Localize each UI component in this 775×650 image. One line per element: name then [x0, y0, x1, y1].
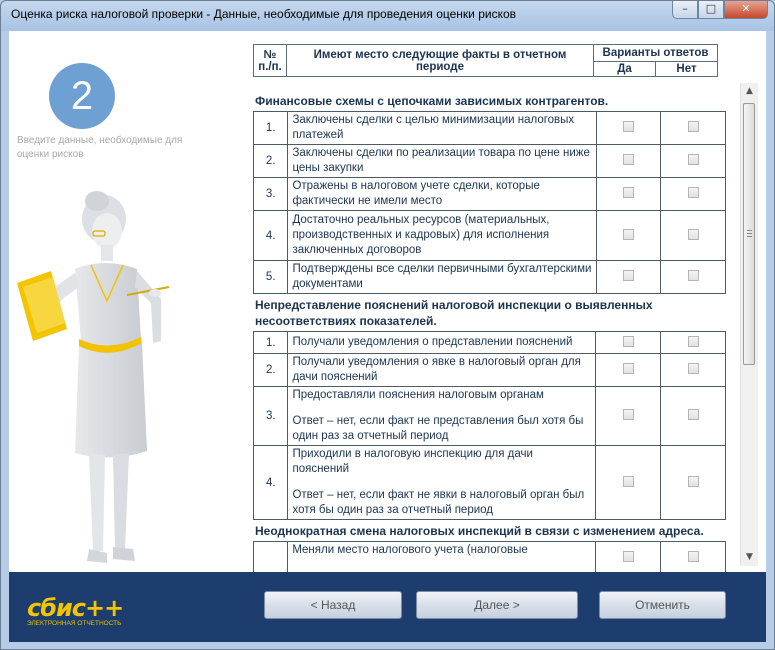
section-table	[253, 331, 726, 520]
row-text: Предоставляли пояснения налоговым органам	[292, 389, 544, 401]
yes-checkbox[interactable]	[623, 551, 634, 562]
step-description: Введите данные, необходимые для оценки рисков	[17, 135, 183, 160]
table-row	[254, 446, 726, 520]
row-text-cell	[288, 446, 596, 520]
back-button[interactable]: < Назад	[264, 591, 402, 619]
table-row	[254, 178, 726, 211]
no-cell	[661, 145, 726, 178]
no-cell	[661, 112, 726, 145]
section-title: Неоднократная смена налоговых инспекций в связи с изменением адреса.	[255, 524, 704, 538]
header-num: № п./п.	[254, 45, 287, 77]
yes-checkbox[interactable]	[623, 270, 634, 281]
no-checkbox[interactable]	[688, 187, 699, 198]
yes-cell	[596, 354, 661, 387]
no-cell	[661, 261, 726, 294]
yes-cell	[596, 261, 661, 294]
no-cell	[661, 354, 726, 387]
yes-checkbox[interactable]	[623, 121, 634, 132]
no-checkbox[interactable]	[688, 336, 699, 347]
woman-illustration	[9, 191, 249, 572]
sbis-logo	[27, 594, 123, 627]
yes-checkbox[interactable]	[623, 336, 634, 347]
scroll-up-arrow-icon[interactable]: ▲	[746, 86, 753, 96]
no-checkbox[interactable]	[688, 229, 699, 240]
row-text: Получали уведомления о явке в налоговый орган для дачи пояснений	[288, 354, 596, 387]
table-row	[254, 542, 726, 573]
yes-checkbox[interactable]	[623, 363, 634, 374]
table-row	[254, 354, 726, 387]
yes-checkbox[interactable]	[623, 476, 634, 487]
client-area	[9, 31, 766, 572]
scroll-down-arrow-icon[interactable]: ▼	[746, 552, 753, 562]
grip-line	[747, 236, 752, 237]
row-note: Ответ – нет, если факт не представления был хотя бы один раз за отчетный период	[292, 415, 584, 442]
table-row	[254, 387, 726, 446]
no-cell	[661, 446, 726, 520]
row-number: 3.	[254, 178, 288, 211]
section-table	[253, 541, 726, 572]
maximize-button[interactable]: □	[698, 1, 724, 19]
scrollbar-thumb[interactable]	[743, 103, 755, 365]
row-number: 5.	[254, 261, 288, 294]
yes-cell	[596, 145, 661, 178]
row-text: Подтверждены все сделки первичными бухгалтерскими документами	[288, 261, 596, 294]
close-button[interactable]: ✕	[724, 1, 768, 19]
header-no: Нет	[656, 62, 718, 77]
questions-scroll-area[interactable]	[253, 83, 742, 572]
row-number: 2.	[254, 354, 288, 387]
grip-line	[747, 230, 752, 231]
row-number: 4.	[254, 446, 288, 520]
table-row	[254, 112, 726, 145]
row-number: 3.	[254, 387, 288, 446]
yes-cell	[596, 446, 661, 520]
window-title: Оценка риска налоговой проверки - Данные, необходимые для проведения оценки рисков	[11, 7, 517, 21]
row-text: Отражены в налоговом учете сделки, которые фактически не имели место	[288, 178, 596, 211]
table-row	[254, 211, 726, 261]
next-button[interactable]: Далее >	[416, 591, 578, 619]
grip-line	[747, 233, 752, 234]
table-row	[254, 145, 726, 178]
vertical-scrollbar[interactable]	[740, 83, 758, 566]
section-title: Финансовые схемы с цепочками зависимых контрагентов.	[255, 94, 609, 108]
yes-cell	[596, 387, 661, 446]
logo-subtitle: ЭЛЕКТРОННАЯ ОТЧЕТНОСТЬ	[27, 620, 122, 627]
row-number	[254, 542, 288, 573]
yes-checkbox[interactable]	[623, 229, 634, 240]
row-text: Получали уведомления о представлении пояснений	[288, 332, 596, 354]
no-checkbox[interactable]	[688, 409, 699, 420]
no-checkbox[interactable]	[688, 270, 699, 281]
step-number-badge: 2	[49, 63, 115, 129]
logo-text: сбис++	[27, 594, 124, 622]
no-cell	[661, 387, 726, 446]
no-checkbox[interactable]	[688, 476, 699, 487]
row-number: 1.	[254, 332, 288, 354]
no-checkbox[interactable]	[688, 121, 699, 132]
no-checkbox[interactable]	[688, 551, 699, 562]
yes-cell	[596, 332, 661, 354]
table-row	[254, 332, 726, 354]
yes-cell	[596, 211, 661, 261]
header-answers: Варианты ответов	[594, 45, 718, 62]
row-number: 4.	[254, 211, 288, 261]
row-number: 2.	[254, 145, 288, 178]
section-title: Непредставление пояснений налоговой инспекции о выявленных несоответствиях показателей.	[255, 298, 653, 328]
row-text: Заключены сделки по реализации товара по цене ниже цены закупки	[288, 145, 596, 178]
no-checkbox[interactable]	[688, 154, 699, 165]
cancel-button[interactable]: Отменить	[599, 591, 726, 619]
row-text: Приходили в налоговую инспекцию для дачи пояснений	[292, 448, 533, 475]
yes-checkbox[interactable]	[623, 409, 634, 420]
yes-checkbox[interactable]	[623, 154, 634, 165]
no-cell	[661, 211, 726, 261]
row-text: Заключены сделки с целью минимизации налоговых платежей	[288, 112, 596, 145]
left-panel	[9, 31, 249, 572]
section-table	[253, 111, 726, 294]
yes-cell	[596, 178, 661, 211]
yes-checkbox[interactable]	[623, 187, 634, 198]
header-facts: Имеют место следующие факты в отчетном периоде	[287, 45, 594, 77]
window-controls	[672, 1, 768, 19]
header-yes: Да	[594, 62, 656, 77]
table-row	[254, 261, 726, 294]
row-text: Достаточно реальных ресурсов (материальных, производственных и кадровых) для исполнения заключенных договоров	[288, 211, 596, 261]
no-cell	[661, 178, 726, 211]
footer-bar	[9, 572, 766, 642]
row-note: Ответ – нет, если факт не явки в налоговый орган был хотя бы один раз за отчетный период	[292, 489, 585, 516]
row-text-cell	[288, 387, 596, 446]
title-bar[interactable]	[1, 1, 774, 29]
yes-cell	[596, 112, 661, 145]
questions-content	[253, 83, 742, 572]
row-number: 1.	[254, 112, 288, 145]
questions-header	[253, 44, 718, 77]
minimize-button[interactable]: –	[672, 1, 698, 19]
no-checkbox[interactable]	[688, 363, 699, 374]
no-cell	[661, 332, 726, 354]
row-text: Меняли место налогового учета (налоговые	[288, 542, 596, 573]
yes-cell	[596, 542, 661, 573]
no-cell	[661, 542, 726, 573]
